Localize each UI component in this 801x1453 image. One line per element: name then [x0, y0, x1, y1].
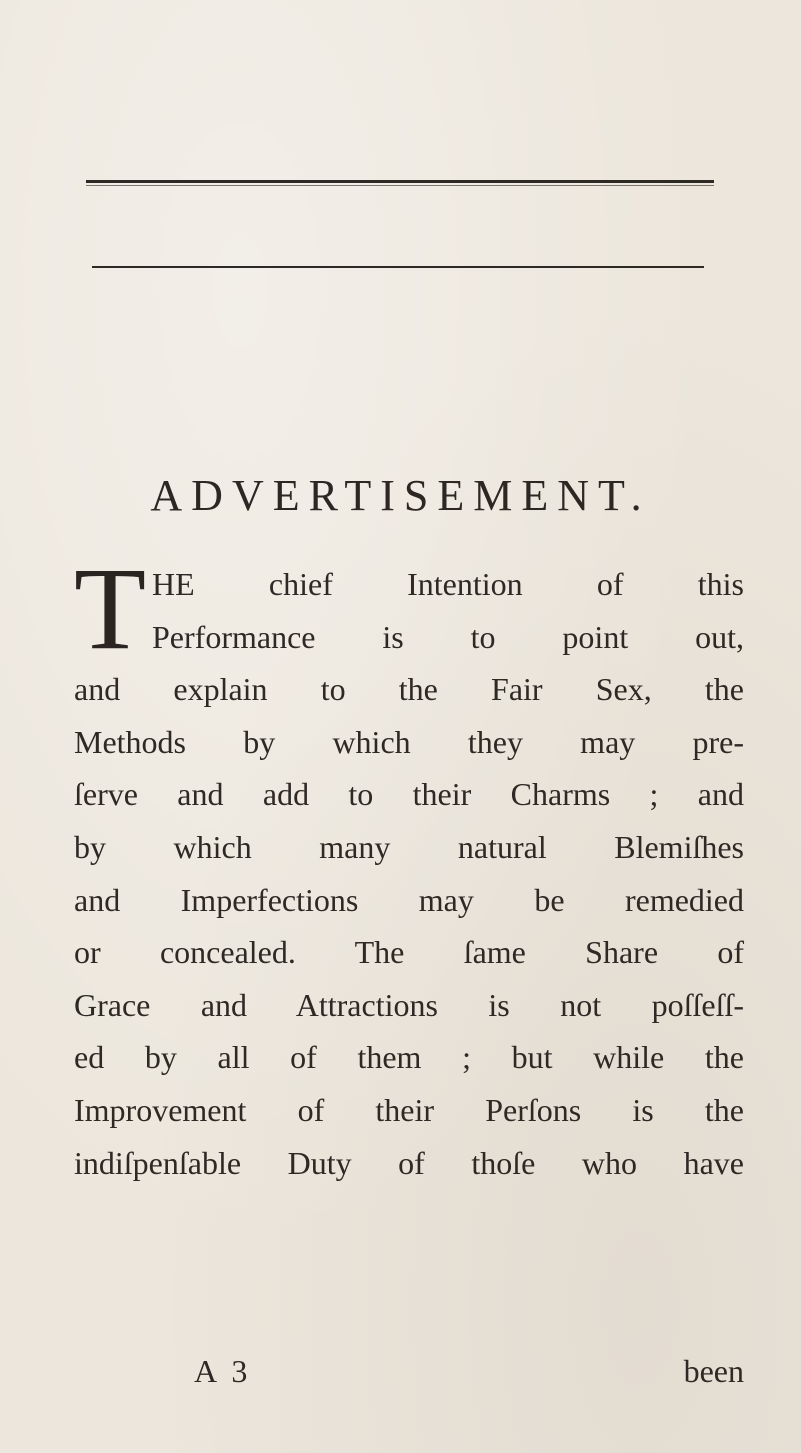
page-heading: ADVERTISEMENT. — [150, 471, 651, 520]
signature-mark: A 3 — [194, 1353, 252, 1389]
paragraph-line-8: or concealed. The ſame Share of — [74, 934, 744, 971]
paragraph-line-6: by which many natural Blemiſhes — [74, 828, 744, 865]
catchword: been — [683, 1353, 744, 1389]
drop-cap: T — [74, 543, 147, 674]
paragraph-line-2: Performance is to point out, — [152, 618, 744, 655]
paragraph-line-5: ſerve and add to their Charms ; and — [74, 776, 744, 813]
top-rule — [86, 180, 714, 183]
paragraph-line-4: Methods by which they may pre- — [74, 723, 744, 760]
paragraph-line-9: Grace and Attractions is not poſſeſſ- — [74, 986, 744, 1023]
paragraph-line-10: ed by all of them ; but while the — [74, 1039, 744, 1076]
paragraph-line-12: indiſpenſable Duty of thoſe who have — [74, 1144, 744, 1181]
paragraph-line-11: Improvement of their Perſons is the — [74, 1091, 744, 1128]
top-rule-thin — [86, 185, 714, 186]
bottom-rule — [92, 266, 704, 268]
paragraph-line-3: and explain to the Fair Sex, the — [74, 671, 744, 708]
paragraph-line-7: and Imperfections may be remedied — [74, 881, 744, 918]
advertisement-paragraph — [74, 543, 744, 1189]
paragraph-line-text: HE chief Intention of this — [152, 566, 744, 602]
page-footer — [74, 1353, 744, 1403]
